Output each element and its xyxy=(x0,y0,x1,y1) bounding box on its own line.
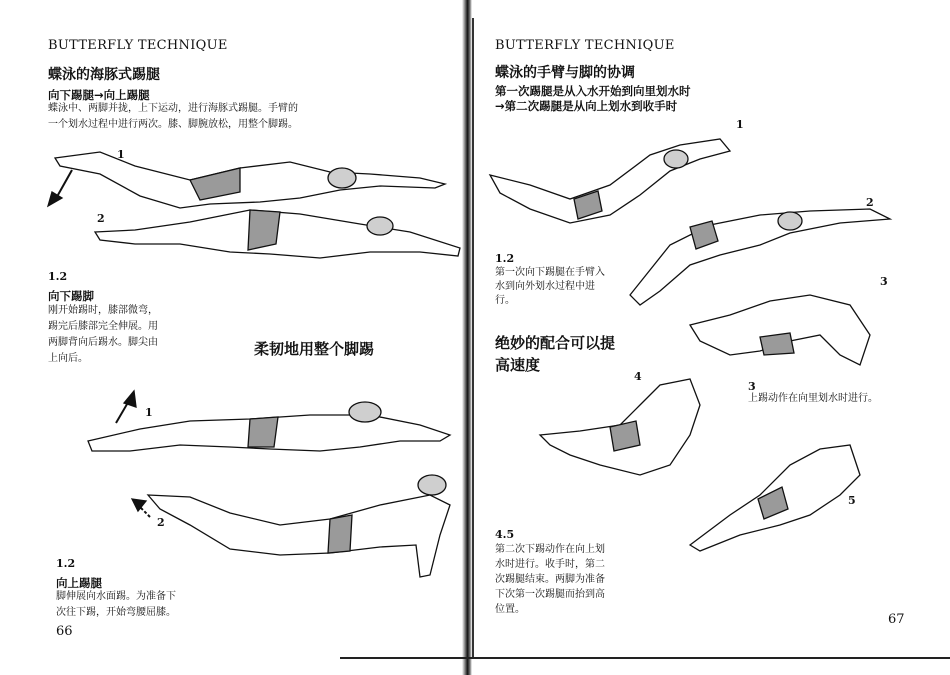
right-fig-label-5: 5 xyxy=(848,494,856,507)
callout-line: 高速度 xyxy=(495,356,541,374)
left-section-b-text xyxy=(56,589,176,621)
left-section-a-text xyxy=(48,303,158,367)
right-page-header: BUTTERFLY TECHNIQUE xyxy=(495,38,675,53)
text-line: 水时进行。收手时，第二 xyxy=(495,559,605,570)
right-fig-label-4: 4 xyxy=(634,370,642,383)
left-section-a-heading: 向下踢脚 xyxy=(48,289,94,303)
text-line: 踢完后膝部完全伸展。用 xyxy=(48,321,158,332)
text-line: 两脚背向后踢水。脚尖由 xyxy=(48,337,158,348)
fig2-label-1: 1 xyxy=(145,406,153,419)
text-line: 下次第一次踢腿而抬到高 xyxy=(495,589,605,600)
text-line: 次踢腿结束。两脚为准备 xyxy=(495,574,605,585)
right-section-b-number: 4.5 xyxy=(495,528,515,541)
right-fig-label-2: 2 xyxy=(866,196,874,209)
text-line: 第二次下踢动作在向上划 xyxy=(495,544,605,555)
right-section-a-text xyxy=(495,266,605,308)
left-intro-line: 一个划水过程中进行两次。膝、脚腕放松，用整个脚踢。 xyxy=(48,119,298,130)
left-intro-text xyxy=(48,101,298,133)
fig1-label-2: 2 xyxy=(97,212,105,225)
left-page-subtitle: 向下踢腿→向上踢腿 xyxy=(48,88,150,102)
subtitle-line: 第一次踢腿是从入水开始到向里划水时 xyxy=(495,84,691,98)
fig1-label-1: 1 xyxy=(117,148,125,161)
left-page-title: 蝶泳的海豚式踢腿 xyxy=(48,67,160,83)
right-fig-label-1: 1 xyxy=(736,118,744,131)
text-line: 脚伸展向水面踢。为准备下 xyxy=(56,591,176,602)
right-page-number: 67 xyxy=(888,612,905,627)
text-line: 刚开始踢时，膝部微弯， xyxy=(48,305,158,316)
text-line: 行。 xyxy=(495,295,515,306)
page-bottom-edge xyxy=(340,657,950,659)
left-page-header: BUTTERFLY TECHNIQUE xyxy=(48,38,228,53)
left-section-b-heading: 向上踢腿 xyxy=(56,576,102,590)
right-page-title: 蝶泳的手臂与脚的协调 xyxy=(495,65,635,81)
upward-kick-illustration xyxy=(80,385,470,585)
left-callout: 柔韧地用整个脚踢 xyxy=(254,340,375,358)
text-line: 次往下踢，开始弯腰屈膝。 xyxy=(56,607,176,618)
right-section-b-text xyxy=(495,542,605,617)
text-line: 上向后。 xyxy=(48,353,88,364)
right-callout xyxy=(495,332,615,376)
left-section-a-number: 1.2 xyxy=(48,270,68,283)
right-fig-label-3: 3 xyxy=(880,275,888,288)
left-intro-line: 蝶泳中、两脚并拢，上下运动，进行海豚式踢腿。手臂的 xyxy=(48,103,298,114)
fig2-label-2: 2 xyxy=(157,516,165,529)
right-section-3-text: 上踢动作在向里划水时进行。 xyxy=(748,393,878,404)
subtitle-line: →第二次踢腿是从向上划水到收手时 xyxy=(495,99,678,113)
right-section-a-number: 1.2 xyxy=(495,252,515,265)
callout-line: 绝妙的配合可以提 xyxy=(495,334,616,352)
text-line: 位置。 xyxy=(495,604,525,615)
book-gutter-line xyxy=(472,18,474,658)
right-page-subtitle xyxy=(495,84,691,114)
text-line: 第一次向下踢腿在手臂入 xyxy=(495,267,605,278)
left-page-number: 66 xyxy=(56,624,73,639)
text-line: 水到向外划水过程中进 xyxy=(495,281,595,292)
right-section-3-number: 3 xyxy=(748,380,756,393)
left-section-b-number: 1.2 xyxy=(56,557,76,570)
